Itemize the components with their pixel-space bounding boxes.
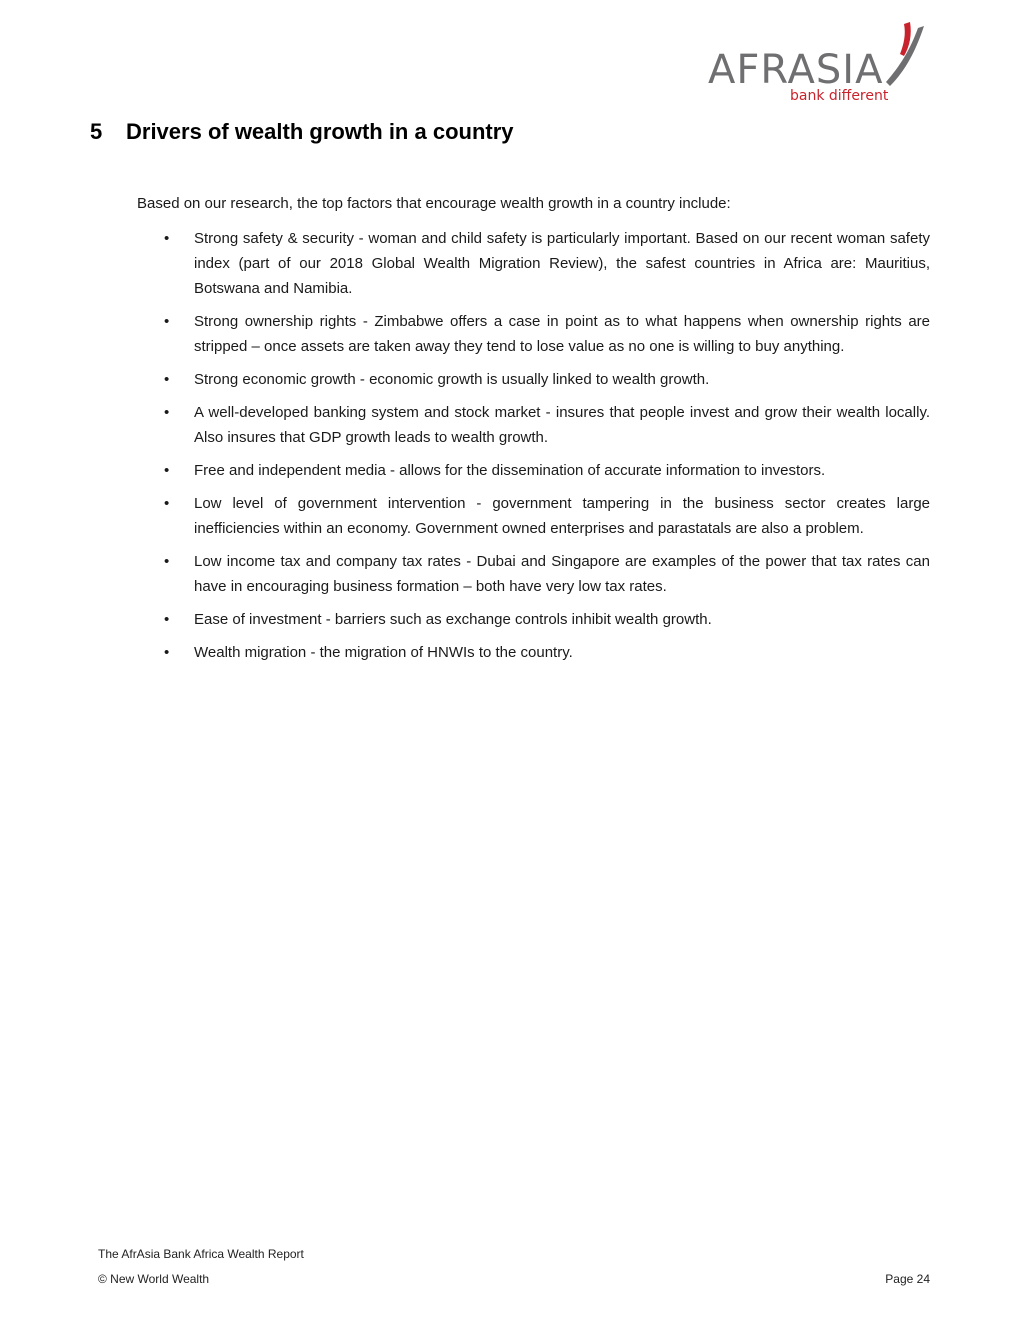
list-item-text: Strong economic growth - economic growth is usually linked to wealth growth. bbox=[194, 371, 710, 388]
section-heading bbox=[90, 118, 514, 146]
drivers-list bbox=[164, 226, 930, 673]
list-item-text: Free and independent media - allows for the dissemination of accurate information to investors. bbox=[194, 462, 826, 479]
list-item bbox=[164, 458, 930, 483]
section-number: 5 bbox=[90, 119, 103, 144]
section-title: Drivers of wealth growth in a country bbox=[126, 119, 514, 144]
list-item bbox=[164, 367, 930, 392]
list-item bbox=[164, 607, 930, 632]
logo-swoosh-icon bbox=[878, 20, 934, 90]
footer-page-number: Page 24 bbox=[885, 1272, 930, 1286]
logo-wordmark: AFRASIA bbox=[708, 47, 884, 93]
list-item bbox=[164, 549, 930, 599]
list-item bbox=[164, 226, 930, 301]
list-item-text: Strong safety & security - woman and child safety is particularly important. Based on our recent woman safety index (part of our 2018 Global Wealth Migration Review), the safest countries in Africa are: Mauritius, Botswana and Namibia. bbox=[194, 230, 930, 297]
bullet-icon: • bbox=[164, 404, 170, 421]
afrasia-logo bbox=[708, 20, 934, 110]
list-item-text: Low level of government intervention - government tampering in the business sector creates large inefficiencies within an economy. Government owned enterprises and parastatals are also a problem. bbox=[194, 495, 930, 537]
bullet-icon: • bbox=[164, 553, 170, 570]
list-item bbox=[164, 491, 930, 541]
list-item-text: Low income tax and company tax rates - Dubai and Singapore are examples of the power that tax rates can have in encouraging business formation – both have very low tax rates. bbox=[194, 553, 930, 595]
bullet-icon: • bbox=[164, 495, 170, 512]
bullet-icon: • bbox=[164, 313, 170, 330]
bullet-icon: • bbox=[164, 230, 170, 247]
intro-paragraph: Based on our research, the top factors that encourage wealth growth in a country include: bbox=[137, 195, 731, 212]
bullet-icon: • bbox=[164, 644, 170, 661]
logo-tagline: bank different bbox=[790, 88, 889, 104]
list-item-text: Wealth migration - the migration of HNWIs to the country. bbox=[194, 644, 573, 661]
bullet-icon: • bbox=[164, 371, 170, 388]
list-item bbox=[164, 400, 930, 450]
bullet-icon: • bbox=[164, 462, 170, 479]
list-item bbox=[164, 309, 930, 359]
list-item-text: Ease of investment - barriers such as exchange controls inhibit wealth growth. bbox=[194, 611, 712, 628]
list-item-text: Strong ownership rights - Zimbabwe offers a case in point as to what happens when ownership rights are stripped – once assets are taken away they tend to lose value as no one is willing to buy anything. bbox=[194, 313, 930, 355]
bullet-icon: • bbox=[164, 611, 170, 628]
footer-report-title: The AfrAsia Bank Africa Wealth Report bbox=[98, 1247, 304, 1261]
list-item-text: A well-developed banking system and stock market - insures that people invest and grow their wealth locally. Also insures that GDP growth leads to wealth growth. bbox=[194, 404, 930, 446]
list-item bbox=[164, 640, 930, 665]
footer-copyright: © New World Wealth bbox=[98, 1272, 210, 1286]
